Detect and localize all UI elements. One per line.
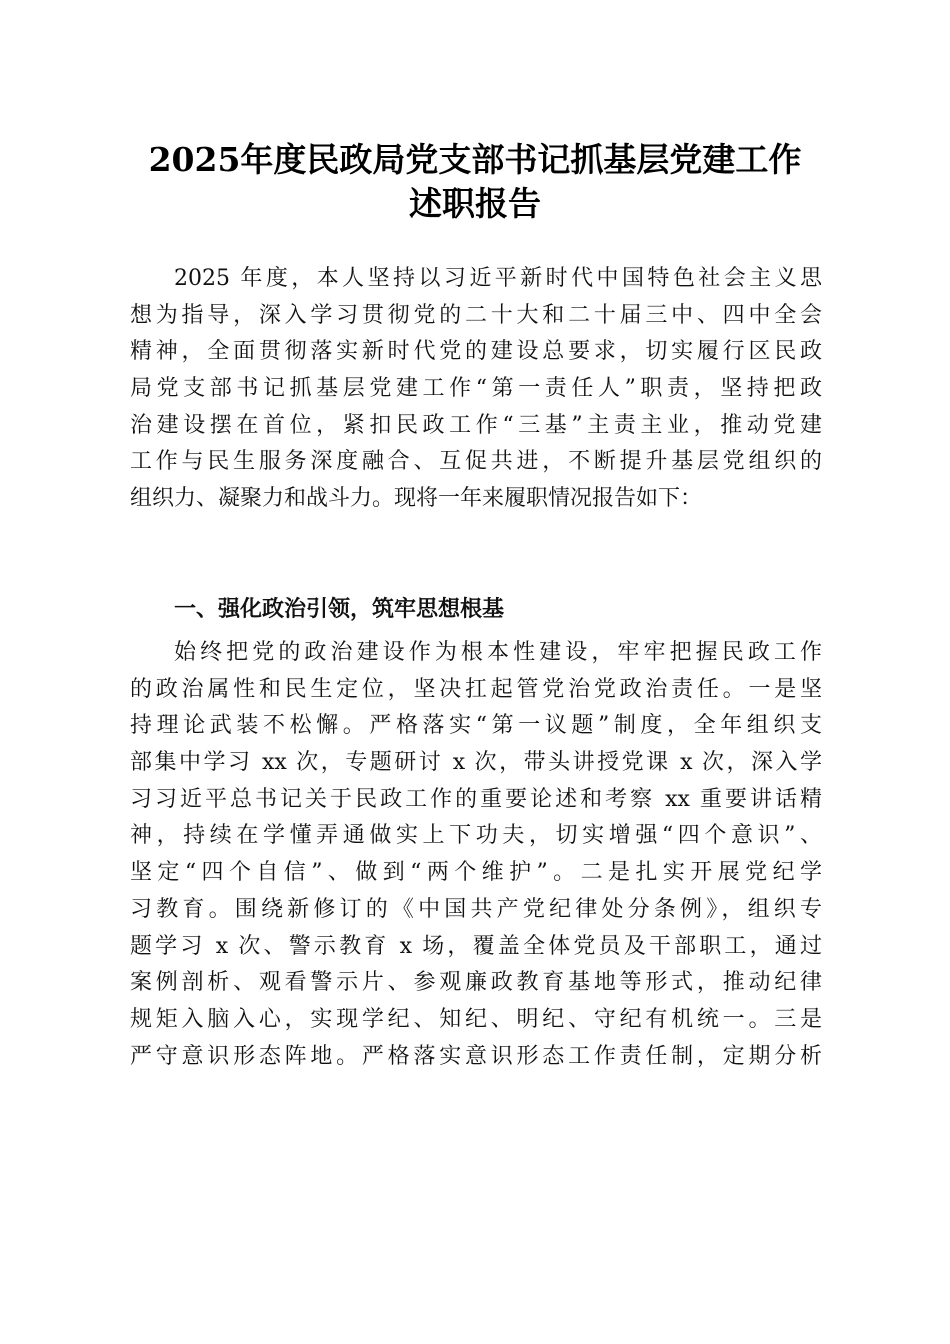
intro-paragraph (130, 261, 822, 518)
paragraph-line: 的政治属性和民生定位，坚决扛起管党治党政治责任。一是坚 (130, 676, 822, 702)
section-heading-1: 一、强化政治引领，筑牢思想根基 (174, 597, 505, 622)
paragraph-line: 始终把党的政治建设作为根本性建设，牢牢把握民政工作 (174, 640, 822, 665)
paragraph-line: 精神，全面贯彻落实新时代党的建设总要求，切实履行区民政 (130, 339, 822, 365)
document-title-line-1: 2025年度民政局党支部书记抓基层党建工作 (148, 140, 802, 179)
paragraph-line: 习习近平总书记关于民政工作的重要论述和考察 xx 重要讲话精 (130, 786, 822, 812)
paragraph-line: 坚定“四个自信”、做到“两个维护”。二是扎实开展党纪学 (130, 860, 822, 886)
paragraph-line: 题学习 x 次、警示教育 x 场，覆盖全体党员及干部职工，通过 (130, 933, 822, 959)
paragraph-line: 神，持续在学懂弄通做实上下功夫，切实增强“四个意识”、 (130, 823, 822, 849)
paragraph-line: 想为指导，深入学习贯彻党的二十大和二十届三中、四中全会 (130, 302, 822, 328)
document-title-line-2: 述职报告 (409, 184, 541, 223)
paragraph-line: 组织力、凝聚力和战斗力。现将一年来履职情况报告如下： (130, 486, 703, 512)
paragraph-line: 案例剖析、观看警示片、参观廉政教育基地等形式，推动纪律 (130, 970, 822, 996)
paragraph-line: 习教育。围绕新修订的《中国共产党纪律处分条例》，组织专 (130, 896, 822, 922)
paragraph-line: 持理论武装不松懈。严格落实“第一议题”制度，全年组织支 (130, 713, 822, 739)
section-1-paragraph (130, 635, 822, 1075)
paragraph-line: 规矩入脑入心，实现学纪、知纪、明纪、守纪有机统一。三是 (130, 1006, 822, 1032)
paragraph-line: 严守意识形态阵地。严格落实意识形态工作责任制，定期分析 (130, 1043, 822, 1069)
paragraph-line: 局党支部书记抓基层党建工作“第一责任人”职责，坚持把政 (130, 376, 822, 402)
paragraph-line: 2025 年度，本人坚持以习近平新时代中国特色社会主义思 (174, 266, 822, 291)
paragraph-line: 治建设摆在首位，紧扣民政工作“三基”主责主业，推动党建 (130, 412, 822, 438)
paragraph-line: 部集中学习 xx 次，专题研讨 x 次，带头讲授党课 x 次，深入学 (130, 750, 822, 776)
paragraph-line: 工作与民生服务深度融合、互促共进，不断提升基层党组织的 (130, 449, 822, 475)
